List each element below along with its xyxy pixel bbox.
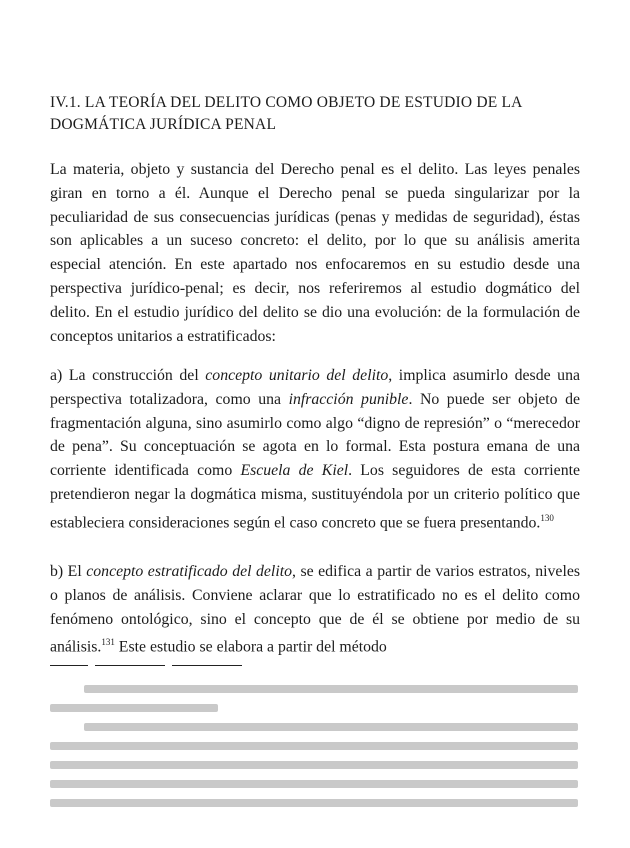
footnote-line-placeholder [84, 685, 578, 693]
footnote-line-placeholder [50, 780, 578, 788]
paragraph-text: , implica asumirlo desde una perspectiva totalizadora, como una [50, 367, 580, 408]
footnote-reference[interactable]: 131 [101, 637, 115, 648]
paragraph-concepto-estratificado [50, 560, 580, 659]
emphasis-term: Escuela de Kiel [240, 462, 349, 480]
footnote-line-placeholder [50, 799, 578, 807]
footnote-line-placeholder [50, 761, 578, 769]
footnote-separator [95, 665, 165, 666]
paragraph-text: , se edifica a partir de varios estratos, niveles o planos de análisis. Conviene aclarar que lo estratificado no es el delito como fenómeno ontológico, sino el concepto que de él se obtiene por medio de su análisis. [50, 563, 580, 656]
footnote-separator [50, 665, 88, 666]
paragraph-text: Este estudio se elabora a partir del método [114, 638, 387, 656]
footnote-line-placeholder [50, 704, 218, 712]
paragraph-text: . No puede ser objeto de fragmentación alguna, sino asumirlo como algo “digno de represión” o “merecedor de pena”. Su conceptuación se agota en lo formal. Esta postura emana de una corriente identificada como [50, 390, 580, 480]
footnote-separator [172, 665, 242, 666]
section-heading: IV.1. LA TEORÍA DEL DELITO COMO OBJETO DE ESTUDIO DE LA DOGMÁTICA JURÍDICA PENAL [50, 94, 522, 133]
paragraph-text: b) El [50, 563, 87, 580]
footnote-line-placeholder [84, 723, 578, 731]
paragraph-concepto-unitario [50, 364, 580, 535]
emphasis-term: infracción punible [288, 390, 409, 408]
footnote-reference[interactable]: 130 [540, 512, 554, 523]
emphasis-term: concepto estratificado del delito [86, 563, 292, 580]
paragraph-intro: La materia, objeto y sustancia del Derecho penal es el delito. Las leyes penales giran en torno a él. Aunque el Derecho penal se pueda singularizar por la peculiaridad de sus consecuencias jurídicas (penas y medidas de seguridad), éstas son aplicables a un suceso concreto: el delito, por lo que su análisis amerita especial atención. En este apartado nos enfocaremos en su estudio desde una perspectiva jurídico-penal; es decir, nos referiremos al estudio dogmático del delito. En el estudio jurídico del delito se dio una evolución: de la formulación de conceptos unitarios a estratificados: [50, 161, 580, 345]
footnote-line-placeholder [50, 742, 578, 750]
paragraph-text: . Los seguidores de esta corriente pretendieron negar la dogmática misma, sustituyéndola por un criterio político que estableciera consideraciones según el caso concreto que se fuera presentando. [50, 462, 580, 532]
paragraph-text: a) La construcción del [50, 367, 206, 384]
emphasis-term: concepto unitario del delito [205, 367, 389, 384]
